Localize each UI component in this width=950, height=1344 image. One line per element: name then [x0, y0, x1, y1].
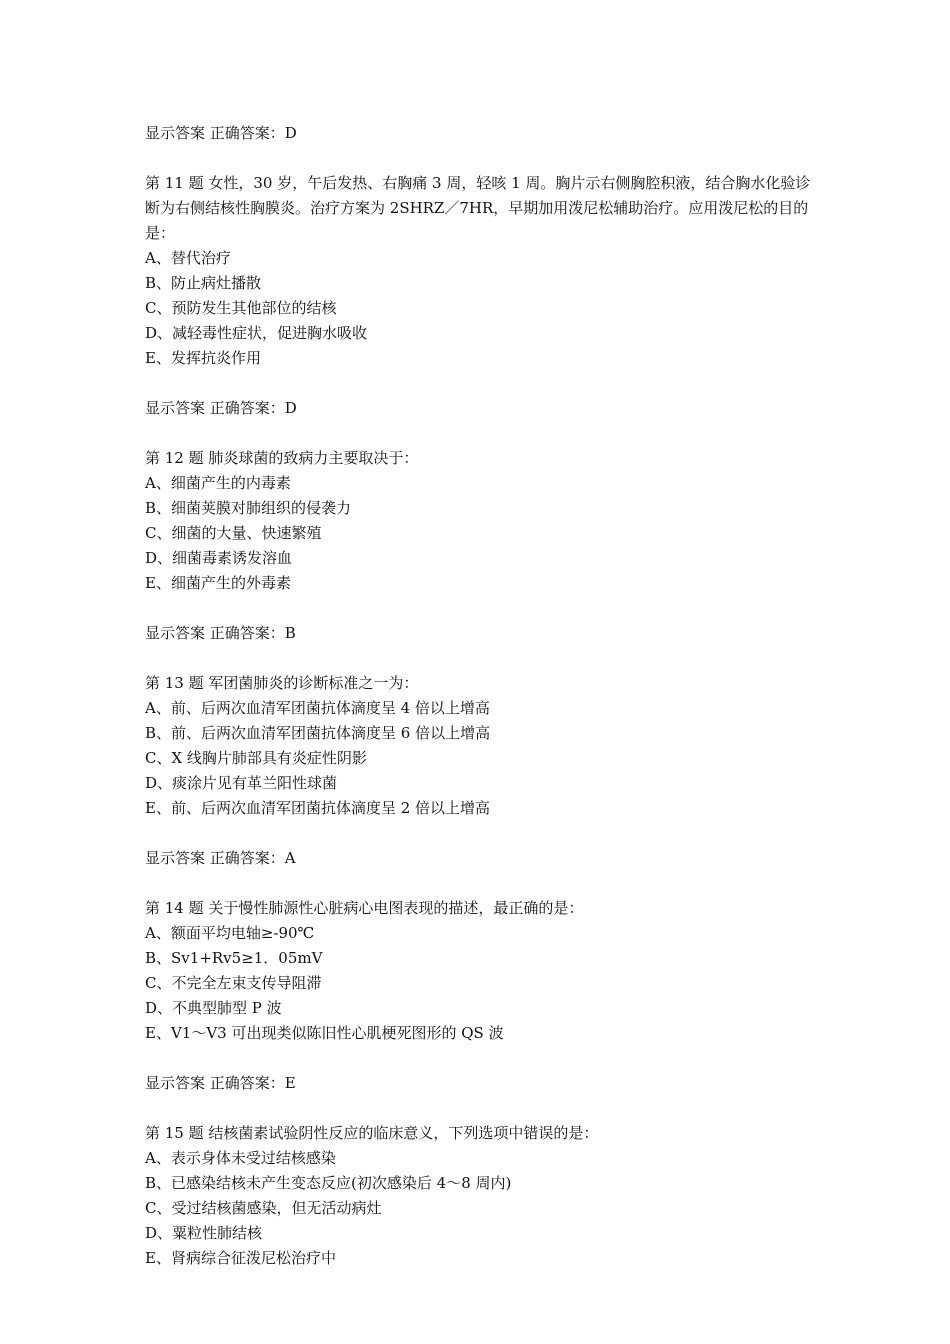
answer-line[interactable]: 显示答案 正确答案：B	[145, 624, 296, 642]
option-a: A、额面平均电轴≥-90℃	[145, 924, 315, 942]
option-c: C、受过结核菌感染，但无活动病灶	[145, 1199, 382, 1217]
option-a: A、前、后两次血清军团菌抗体滴度呈 4 倍以上增高	[145, 699, 490, 717]
question-block	[145, 896, 817, 1121]
question-block	[145, 171, 817, 446]
option-e: E、V1～V3 可出现类似陈旧性心肌梗死图形的 QS 波	[145, 1024, 504, 1042]
option-c: C、预防发生其他部位的结核	[145, 299, 337, 317]
option-a: A、细菌产生的内毒素	[145, 474, 291, 492]
option-b: B、细菌荚膜对肺组织的侵袭力	[145, 499, 352, 517]
question-stem: 第 12 题 肺炎球菌的致病力主要取决于：	[145, 449, 419, 467]
option-e: E、肾病综合征泼尼松治疗中	[145, 1249, 336, 1267]
question-stem: 第 13 题 军团菌肺炎的诊断标准之一为：	[145, 674, 419, 692]
option-d: D、痰涂片见有革兰阳性球菌	[145, 774, 338, 792]
answer-line[interactable]: 显示答案 正确答案：D	[145, 124, 297, 142]
option-b: B、Sv1+Rv5≥1．05mV	[145, 949, 323, 967]
answer-line[interactable]: 显示答案 正确答案：A	[145, 849, 296, 867]
option-e: E、前、后两次血清军团菌抗体滴度呈 2 倍以上增高	[145, 799, 491, 817]
answer-line[interactable]: 显示答案 正确答案：E	[145, 1074, 296, 1092]
answer-line[interactable]: 显示答案 正确答案：D	[145, 399, 297, 417]
question-stem: 第 15 题 结核菌素试验阴性反应的临床意义，下列选项中错误的是：	[145, 1124, 599, 1142]
option-c: C、不完全左束支传导阻滞	[145, 974, 322, 992]
option-b: B、已感染结核未产生变态反应(初次感染后 4～8 周内)	[145, 1174, 512, 1192]
option-b: B、前、后两次血清军团菌抗体滴度呈 6 倍以上增高	[145, 724, 491, 742]
question-block	[145, 446, 817, 671]
option-d: D、不典型肺型 P 波	[145, 999, 282, 1017]
question-block	[145, 671, 817, 896]
option-d: D、减轻毒性症状，促进胸水吸收	[145, 324, 368, 342]
option-a: A、替代治疗	[145, 249, 231, 267]
option-d: D、粟粒性肺结核	[145, 1224, 263, 1242]
question-stem: 第 11 题 女性，30 岁，午后发热、右胸痛 3 周，轻咳 1 周。胸片示右侧胸腔积液，结合胸水化验诊断为右侧结核性胸膜炎。治疗方案为 2SHRZ／7HR，早期加用泼尼松辅助治疗。应用泼尼松的目的是：	[145, 174, 811, 242]
option-e: E、细菌产生的外毒素	[145, 574, 291, 592]
option-e: E、发挥抗炎作用	[145, 349, 261, 367]
option-d: D、细菌毒素诱发溶血	[145, 549, 293, 567]
document-body	[145, 121, 817, 1271]
question-block	[145, 1121, 817, 1271]
question-stem: 第 14 题 关于慢性肺源性心脏病心电图表现的描述，最正确的是：	[145, 899, 584, 917]
option-b: B、防止病灶播散	[145, 274, 262, 292]
option-c: C、细菌的大量、快速繁殖	[145, 524, 322, 542]
option-a: A、表示身体未受过结核感染	[145, 1149, 336, 1167]
option-c: C、X 线胸片肺部具有炎症性阴影	[145, 749, 367, 767]
